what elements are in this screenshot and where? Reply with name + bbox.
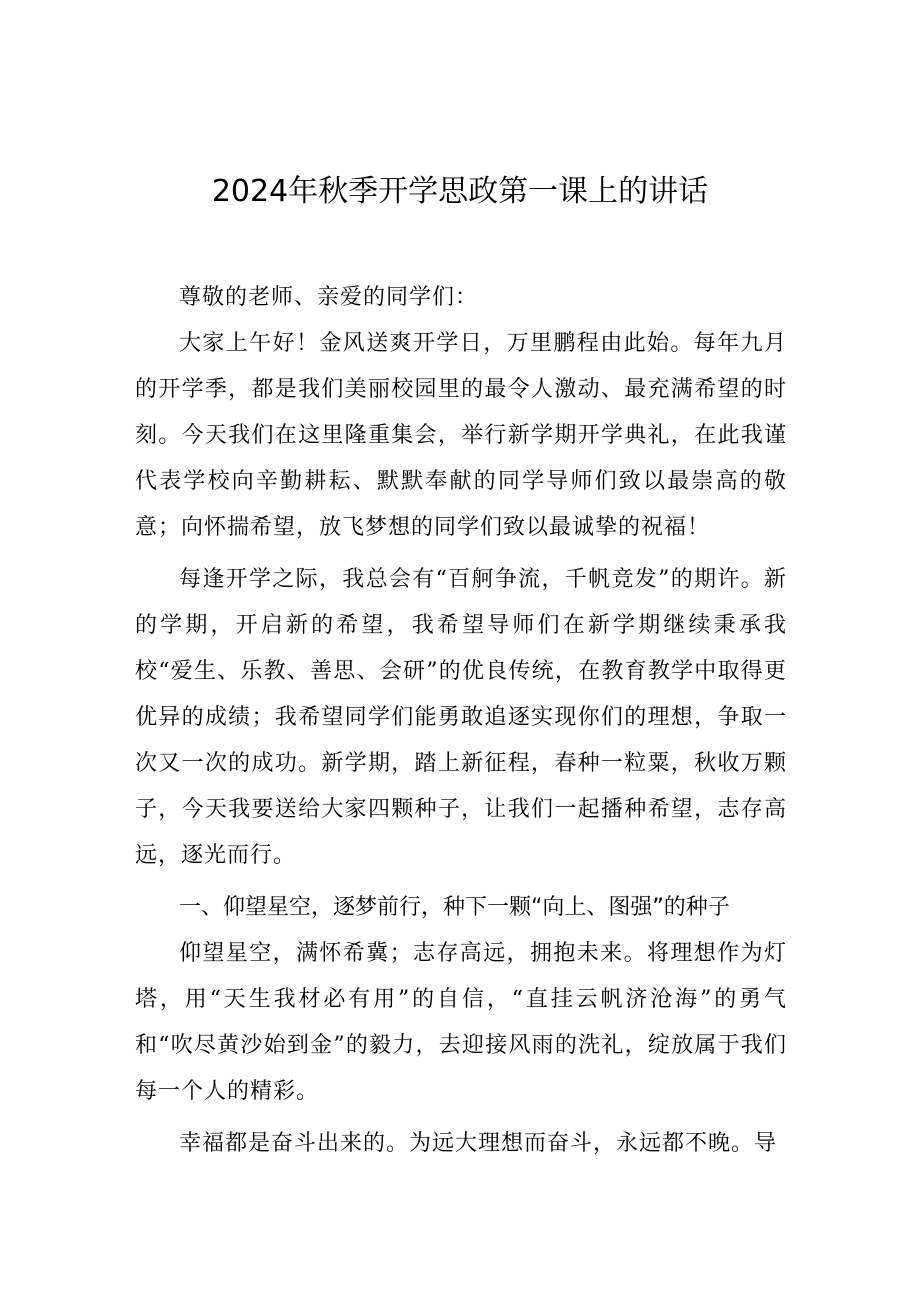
paragraph-expectations: 每逢开学之际，我总会有“百舸争流，千帆竞发”的期许。新的学期，开启新的希望，我希望导师们在新学期继续秉承我校“爱生、乐教、善思、会研”的优良传统，在教育教学中取得更优异的成绩；我希望同学们能勇敢追逐实现你们的理想，争取一次又一次的成功。新学期，踏上新征程，春种一粒粟，秋收万颗子，今天我要送给大家四颗种子，让我们一起播种希望，志存高远，逐光而行。 (135, 567, 787, 868)
document-title: 2024年秋季开学思政第一课上的讲话 (211, 174, 709, 209)
document-body (135, 275, 787, 1167)
section-paragraph-1: 仰望星空，满怀希冀；志存高远，拥抱未来。将理想作为灯塔，用“天生我材必有用”的自信，“直挂云帆济沧海”的勇气和“吹尽黄沙始到金”的毅力，去迎接风雨的洗礼，绽放属于我们每一个人的精彩。 (135, 941, 787, 1104)
section-paragraph-2: 幸福都是奋斗出来的。为远大理想而奋斗，永远都不晚。导 (179, 1131, 778, 1156)
section-heading: 一、仰望星空，逐梦前行，种下一颗“向上、图强”的种子 (179, 895, 730, 920)
greeting: 尊敬的老师、亲爱的同学们： (179, 285, 479, 310)
paragraph-opening: 大家上午好！金风送爽开学日，万里鹏程由此始。每年九月的开学季，都是我们美丽校园里的最令人激动、最充满希望的时刻。今天我们在这里隆重集会，举行新学期开学典礼，在此我谨代表学校向辛勤耕耘、默默奉献的同学导师们致以最崇高的敬意；向怀揣希望，放飞梦想的同学们致以最诚挚的祝福！ (135, 331, 787, 540)
